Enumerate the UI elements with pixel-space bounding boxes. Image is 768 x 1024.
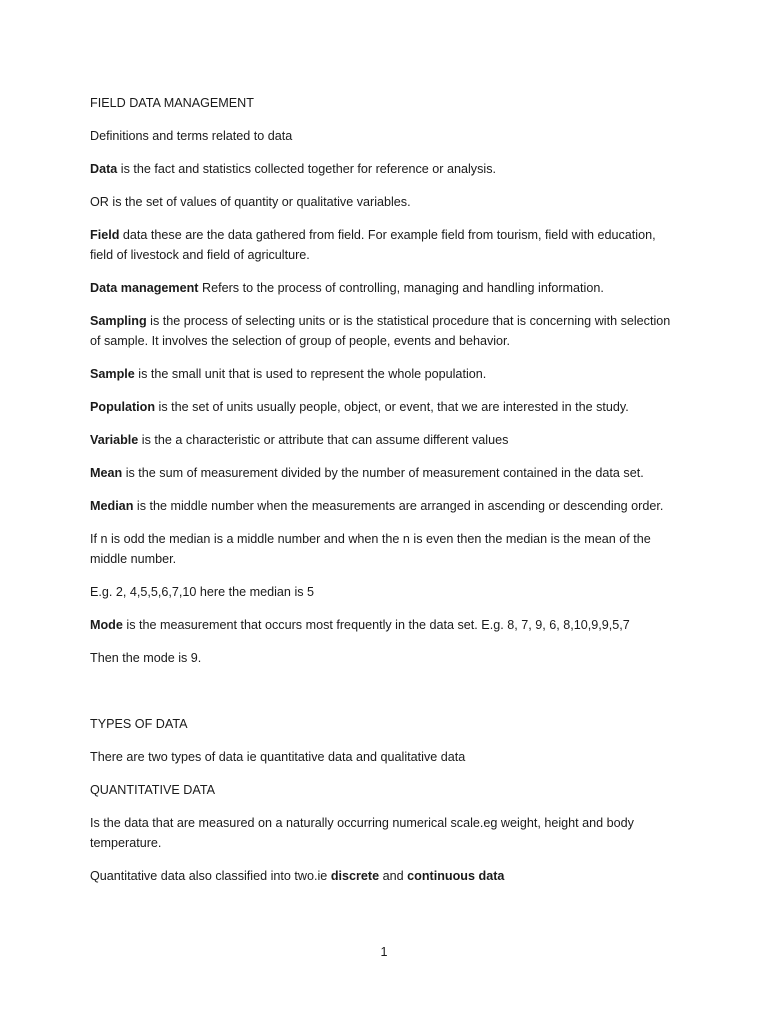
term-mode: Mode bbox=[90, 618, 123, 632]
types-intro: There are two types of data ie quantitative data and qualitative data bbox=[90, 750, 466, 764]
definition-variable bbox=[90, 430, 680, 450]
types-heading: TYPES OF DATA bbox=[90, 717, 188, 731]
definition-mean bbox=[90, 463, 680, 483]
definition-text: is the set of units usually people, object, or event, that we are interested in the study. bbox=[155, 400, 629, 414]
term-median: Median bbox=[90, 499, 134, 513]
document-body bbox=[90, 93, 680, 899]
definition-text: Refers to the process of controlling, managing and handling information. bbox=[198, 281, 604, 295]
median-example: E.g. 2, 4,5,5,6,7,10 here the median is 5 bbox=[90, 585, 315, 599]
definition-text: is the process of selecting units or is the statistical procedure that is concerning with selection of sample. It involves the selection of group of people, events and behavior. bbox=[90, 314, 671, 348]
term-discrete: discrete bbox=[330, 869, 380, 883]
term-field: Field bbox=[90, 228, 120, 242]
classification-and: and bbox=[379, 869, 408, 883]
definition-text: data these are the data gathered from field. For example field from tourism, field with education, field of livestock and field of agriculture. bbox=[90, 228, 656, 262]
mode-result: Then the mode is 9. bbox=[90, 651, 202, 665]
definition-data-management bbox=[90, 278, 680, 298]
definition-text: is the measurement that occurs most frequently in the data set. E.g. 8, 7, 9, 6, 8,10,9,9,5,7 bbox=[122, 618, 630, 632]
definition-sampling bbox=[90, 311, 680, 351]
definition-sample bbox=[90, 364, 680, 384]
definition-mode bbox=[90, 615, 680, 635]
term-mean: Mean bbox=[90, 466, 123, 480]
definition-text: is the a characteristic or attribute that can assume different values bbox=[138, 433, 509, 447]
definition-text: is the fact and statistics collected together for reference or analysis. bbox=[117, 162, 496, 176]
definition-text: is the small unit that is used to represent the whole population. bbox=[134, 367, 487, 381]
intro-line: Definitions and terms related to data bbox=[90, 129, 293, 143]
definition-text: is the sum of measurement divided by the number of measurement contained in the data set. bbox=[122, 466, 644, 480]
term-data: Data bbox=[90, 162, 118, 176]
term-continuous: continuous data bbox=[407, 869, 505, 883]
term-data-management: Data management bbox=[90, 281, 199, 295]
term-sample: Sample bbox=[90, 367, 135, 381]
classification-prefix: Quantitative data also classified into two.ie bbox=[90, 869, 331, 883]
term-population: Population bbox=[90, 400, 156, 414]
document-title: FIELD DATA MANAGEMENT bbox=[90, 96, 254, 110]
page-number: 1 bbox=[380, 945, 388, 959]
definition-text: is the middle number when the measurements are arranged in ascending or descending order. bbox=[133, 499, 664, 513]
definition-population bbox=[90, 397, 680, 417]
definition-data bbox=[90, 159, 680, 179]
quantitative-heading: QUANTITATIVE DATA bbox=[90, 783, 216, 797]
term-variable: Variable bbox=[90, 433, 139, 447]
term-sampling: Sampling bbox=[90, 314, 147, 328]
quantitative-classification bbox=[90, 866, 680, 886]
median-note: If n is odd the median is a middle number and when the n is even then the median is the mean of the middle number. bbox=[90, 532, 651, 566]
definition-field bbox=[90, 225, 680, 265]
definition-median bbox=[90, 496, 680, 516]
definition-data-alt: OR is the set of values of quantity or qualitative variables. bbox=[90, 195, 411, 209]
quantitative-text: Is the data that are measured on a naturally occurring numerical scale.eg weight, height and body temperature. bbox=[90, 816, 634, 850]
